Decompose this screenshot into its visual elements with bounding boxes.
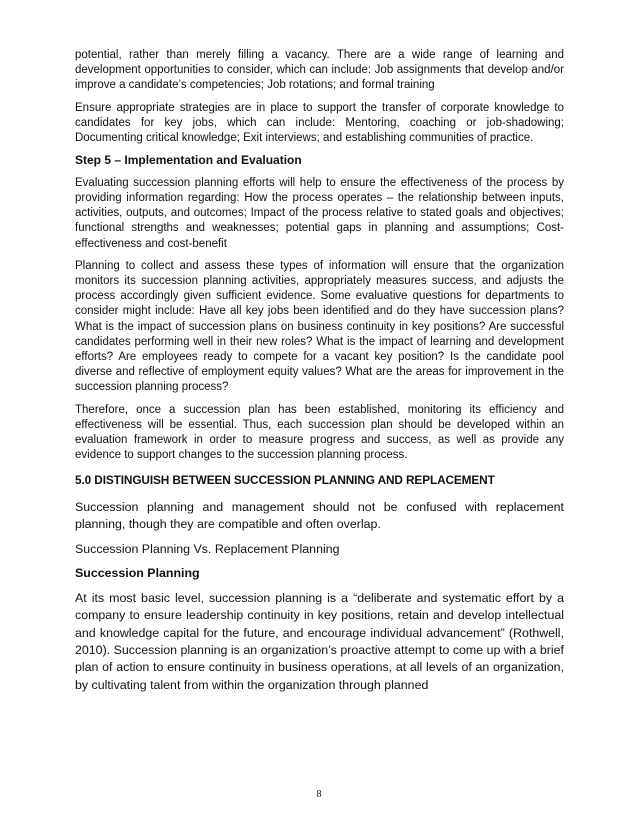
paragraph-development-opportunities: potential, rather than merely filling a vacancy. There are a wide range of learning and development opportunities to consider, which can include: Job assignments that develop and/or improve a candidate’s competencies; Job rotations; and formal training bbox=[75, 49, 564, 92]
paragraph-evaluating-efforts: Evaluating succession planning efforts will help to ensure the effectiveness of the process by providing information regarding: How the process operates – the relationship between inputs, activities, outputs, and outcomes; Impact of the process relative to stated goals and objectives; functional strengths and weaknesses; potential gaps in planning and assumptions; Cost-effectiveness and cost-benefit bbox=[75, 176, 564, 250]
page-number: 8 bbox=[316, 789, 322, 800]
heading-step-5: Step 5 – Implementation and Evaluation bbox=[75, 153, 302, 168]
paragraph-evaluative-questions: Planning to collect and assess these types of information will ensure that the organization monitors its succession planning activities, appropriately measures success, and adjusts the process accordingly given sufficient evidence. Some evaluative questions for departments to consider might include: Have all key jobs been identified and do they have succession plans? What is the impact of succession plans on business continuity in key positions? Are successful candidates performing well in their new roles? What is the impact of learning and development efforts? Are employees ready to compete for a vacant key position? Is the candidate pool diverse and reflective of employment equity values? What are the areas for improvement in the succession planning process? bbox=[75, 259, 564, 394]
paragraph-basic-level: At its most basic level, succession planning is a “deliberate and systematic effort by a company to ensure leadership continuity in key positions, retain and develop intellectual and knowledge capital for the future, and encourage individual advancement” (Rothwell, 2010). Succession planning is an organization’s proactive attempt to come up with a brief plan of action to ensure continuity in business operations, at all levels of an organization, by cultivating talent from within the organization through planned bbox=[75, 590, 564, 692]
paragraph-knowledge-transfer: Ensure appropriate strategies are in place to support the transfer of corporate knowledge to candidates for key jobs, which can include: Mentoring, coaching or job-shadowing; Documenting critical knowledge; Exit interviews; and establishing communities of practice. bbox=[75, 101, 564, 145]
paragraph-vs-title: Succession Planning Vs. Replacement Planning bbox=[75, 541, 340, 556]
page-content bbox=[75, 48, 564, 694]
heading-section-5: 5.0 DISTINGUISH BETWEEN SUCCESSION PLANNING AND REPLACEMENT bbox=[75, 473, 495, 488]
paragraph-not-confused: Succession planning and management should not be confused with replacement planning, though they are compatible and often overlap. bbox=[75, 500, 564, 532]
paragraph-monitoring: Therefore, once a succession plan has been established, monitoring its efficiency and effectiveness will be essential. Thus, each succession plan should be developed within an evaluation framework in order to measure progress and success, as well as provide any evidence to support changes to the succession planning process. bbox=[75, 403, 564, 462]
heading-succession-planning: Succession Planning bbox=[75, 566, 200, 581]
